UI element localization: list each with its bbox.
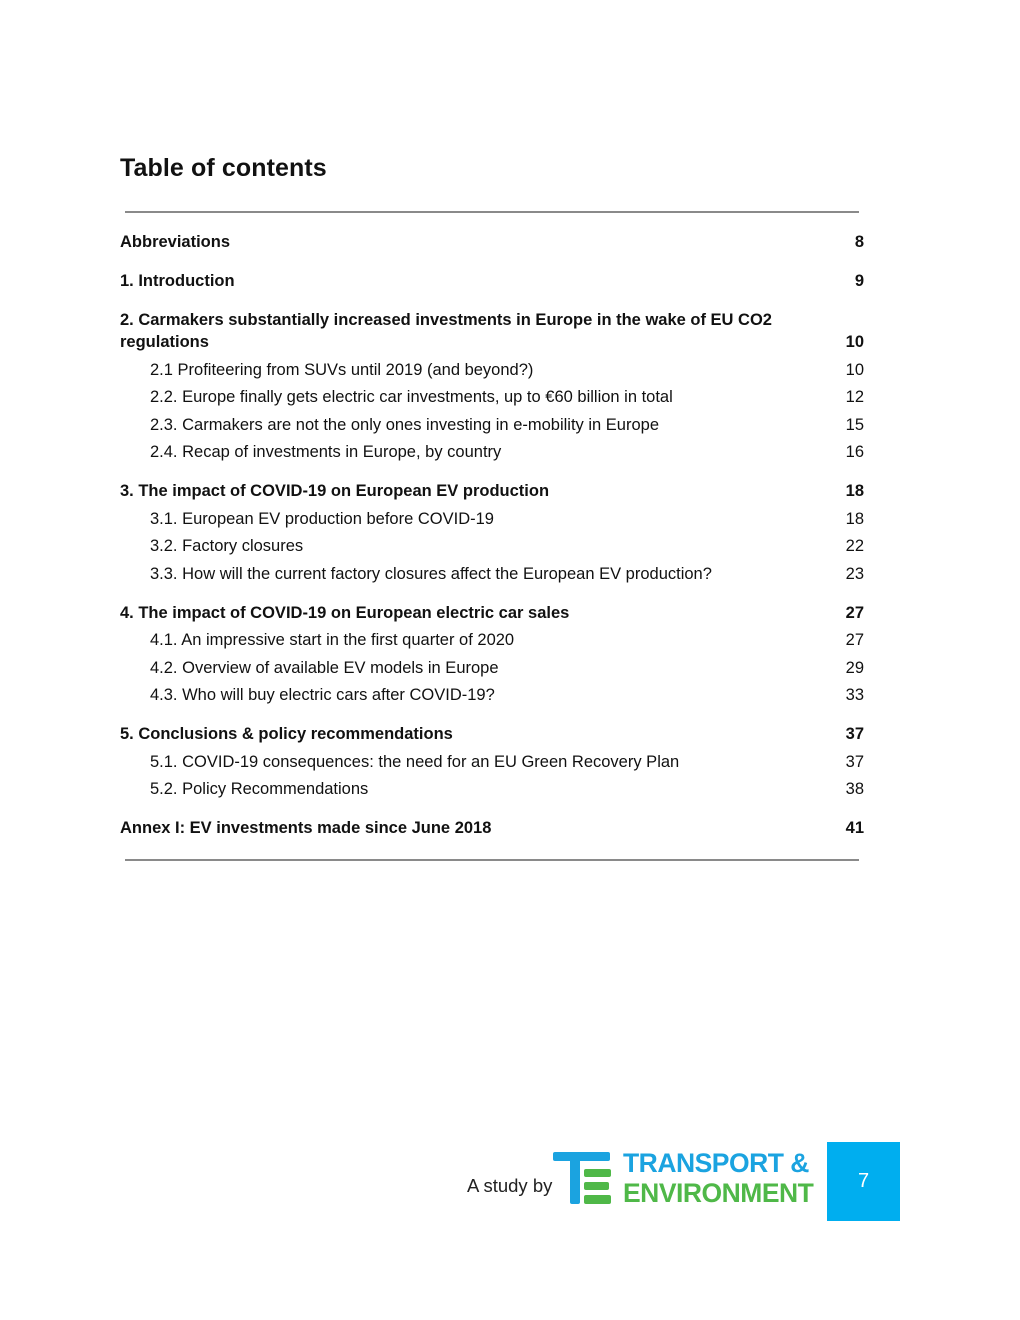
toc-chapter-page: 9: [854, 272, 864, 290]
bottom-divider: [125, 859, 859, 861]
toc-section-entry[interactable]: [120, 359, 864, 381]
toc-section-entry[interactable]: [120, 629, 864, 651]
toc-section-title: 2.1 Profiteering from SUVs until 2019 (and beyond?): [150, 360, 534, 379]
te-logo-icon: [553, 1152, 613, 1208]
toc-section-page: 27: [845, 631, 864, 649]
toc-section-entry[interactable]: [120, 563, 864, 585]
toc-chapter-entry[interactable]: [120, 270, 864, 292]
toc-section-entry[interactable]: [120, 441, 864, 463]
toc-section-entry[interactable]: [120, 386, 864, 408]
toc-section-title: 2.3. Carmakers are not the only ones investing in e-mobility in Europe: [150, 415, 660, 434]
toc-chapter-page: 27: [845, 603, 864, 622]
toc-chapter-entry[interactable]: [120, 309, 864, 353]
toc-section-entry[interactable]: [120, 684, 864, 706]
toc-chapter-title: 2. Carmakers substantially increased investments in Europe in the wake of EU CO2 regulations: [120, 311, 772, 351]
toc-chapter-page: 10: [845, 333, 864, 351]
toc-section-title: 5.1. COVID-19 consequences: the need for an EU Green Recovery Plan: [150, 752, 680, 771]
toc-chapter-entry[interactable]: [120, 480, 864, 502]
toc-section-page: 29: [845, 658, 864, 677]
page-title: Table of contents: [120, 154, 327, 182]
toc-section-title: 4.2. Overview of available EV models in Europe: [150, 658, 499, 677]
toc-chapter-entry[interactable]: [120, 231, 864, 253]
toc-section-title: 3.1. European EV production before COVID-19: [150, 509, 494, 528]
toc-section-entry[interactable]: [120, 414, 864, 436]
toc-section-title: 3.2. Factory closures: [150, 537, 304, 555]
logo-e-mid: [584, 1182, 609, 1190]
toc-chapter-title: Abbreviations: [120, 233, 231, 251]
toc-section-page: 33: [845, 686, 864, 704]
logo-line-transport: TRANSPORT &: [623, 1148, 809, 1178]
top-divider: [125, 211, 859, 213]
toc-section-page: 10: [845, 360, 864, 379]
toc-section-page: 18: [845, 509, 864, 528]
toc-section-title: 2.2. Europe finally gets electric car investments, up to €60 billion in total: [150, 388, 673, 406]
footer: [0, 1142, 1020, 1222]
toc-section-entry[interactable]: [120, 778, 864, 800]
toc-section-title: 4.3. Who will buy electric cars after COVID-19?: [150, 686, 495, 704]
toc-section-page: 16: [845, 443, 864, 461]
toc-chapter-title: 5. Conclusions & policy recommendations: [120, 725, 453, 743]
toc-section-title: 4.1. An impressive start in the first quarter of 2020: [150, 631, 515, 649]
toc-chapter-title: 3. The impact of COVID-19 on European EV production: [120, 482, 550, 500]
toc-section-entry[interactable]: [120, 751, 864, 773]
toc-section-page: 22: [845, 537, 864, 555]
logo-t-stem: [570, 1152, 580, 1204]
toc-section-page: 37: [845, 752, 864, 771]
toc-section-entry[interactable]: [120, 657, 864, 679]
page-number: 7: [857, 1170, 870, 1192]
toc-chapter-title: Annex I: EV investments made since June 2018: [120, 819, 492, 837]
toc-section-title: 3.3. How will the current factory closures affect the European EV production?: [150, 564, 712, 583]
toc-section-title: 5.2. Policy Recommendations: [150, 780, 369, 798]
toc-chapter-title: 4. The impact of COVID-19 on European electric car sales: [120, 603, 570, 622]
toc-chapter-entry[interactable]: [120, 723, 864, 745]
toc-section-page: 12: [845, 388, 864, 406]
toc-section-entry[interactable]: [120, 508, 864, 530]
toc-chapter-entry[interactable]: [120, 602, 864, 624]
toc-section-page: 15: [845, 415, 864, 434]
study-by-label: A study by: [467, 1175, 553, 1196]
toc-chapter-page: 37: [845, 725, 864, 743]
toc-chapter-entry[interactable]: [120, 817, 864, 839]
toc-chapter-page: 8: [854, 233, 864, 251]
table-of-contents: [120, 226, 864, 839]
toc-chapter-page: 41: [845, 819, 864, 837]
page-number-badge: [827, 1142, 900, 1221]
logo-e-bottom: [584, 1195, 611, 1204]
toc-section-entry[interactable]: [120, 535, 864, 557]
toc-chapter-title: 1. Introduction: [120, 272, 235, 290]
logo-wordmark: [623, 1148, 813, 1208]
toc-section-title: 2.4. Recap of investments in Europe, by country: [150, 443, 502, 461]
toc-chapter-page: 18: [845, 482, 864, 500]
logo-e-top: [584, 1169, 611, 1177]
toc-section-page: 23: [845, 564, 864, 583]
logo-t-bar: [553, 1152, 610, 1161]
logo-line-environment: ENVIRONMENT: [623, 1178, 814, 1208]
toc-section-page: 38: [845, 780, 864, 798]
